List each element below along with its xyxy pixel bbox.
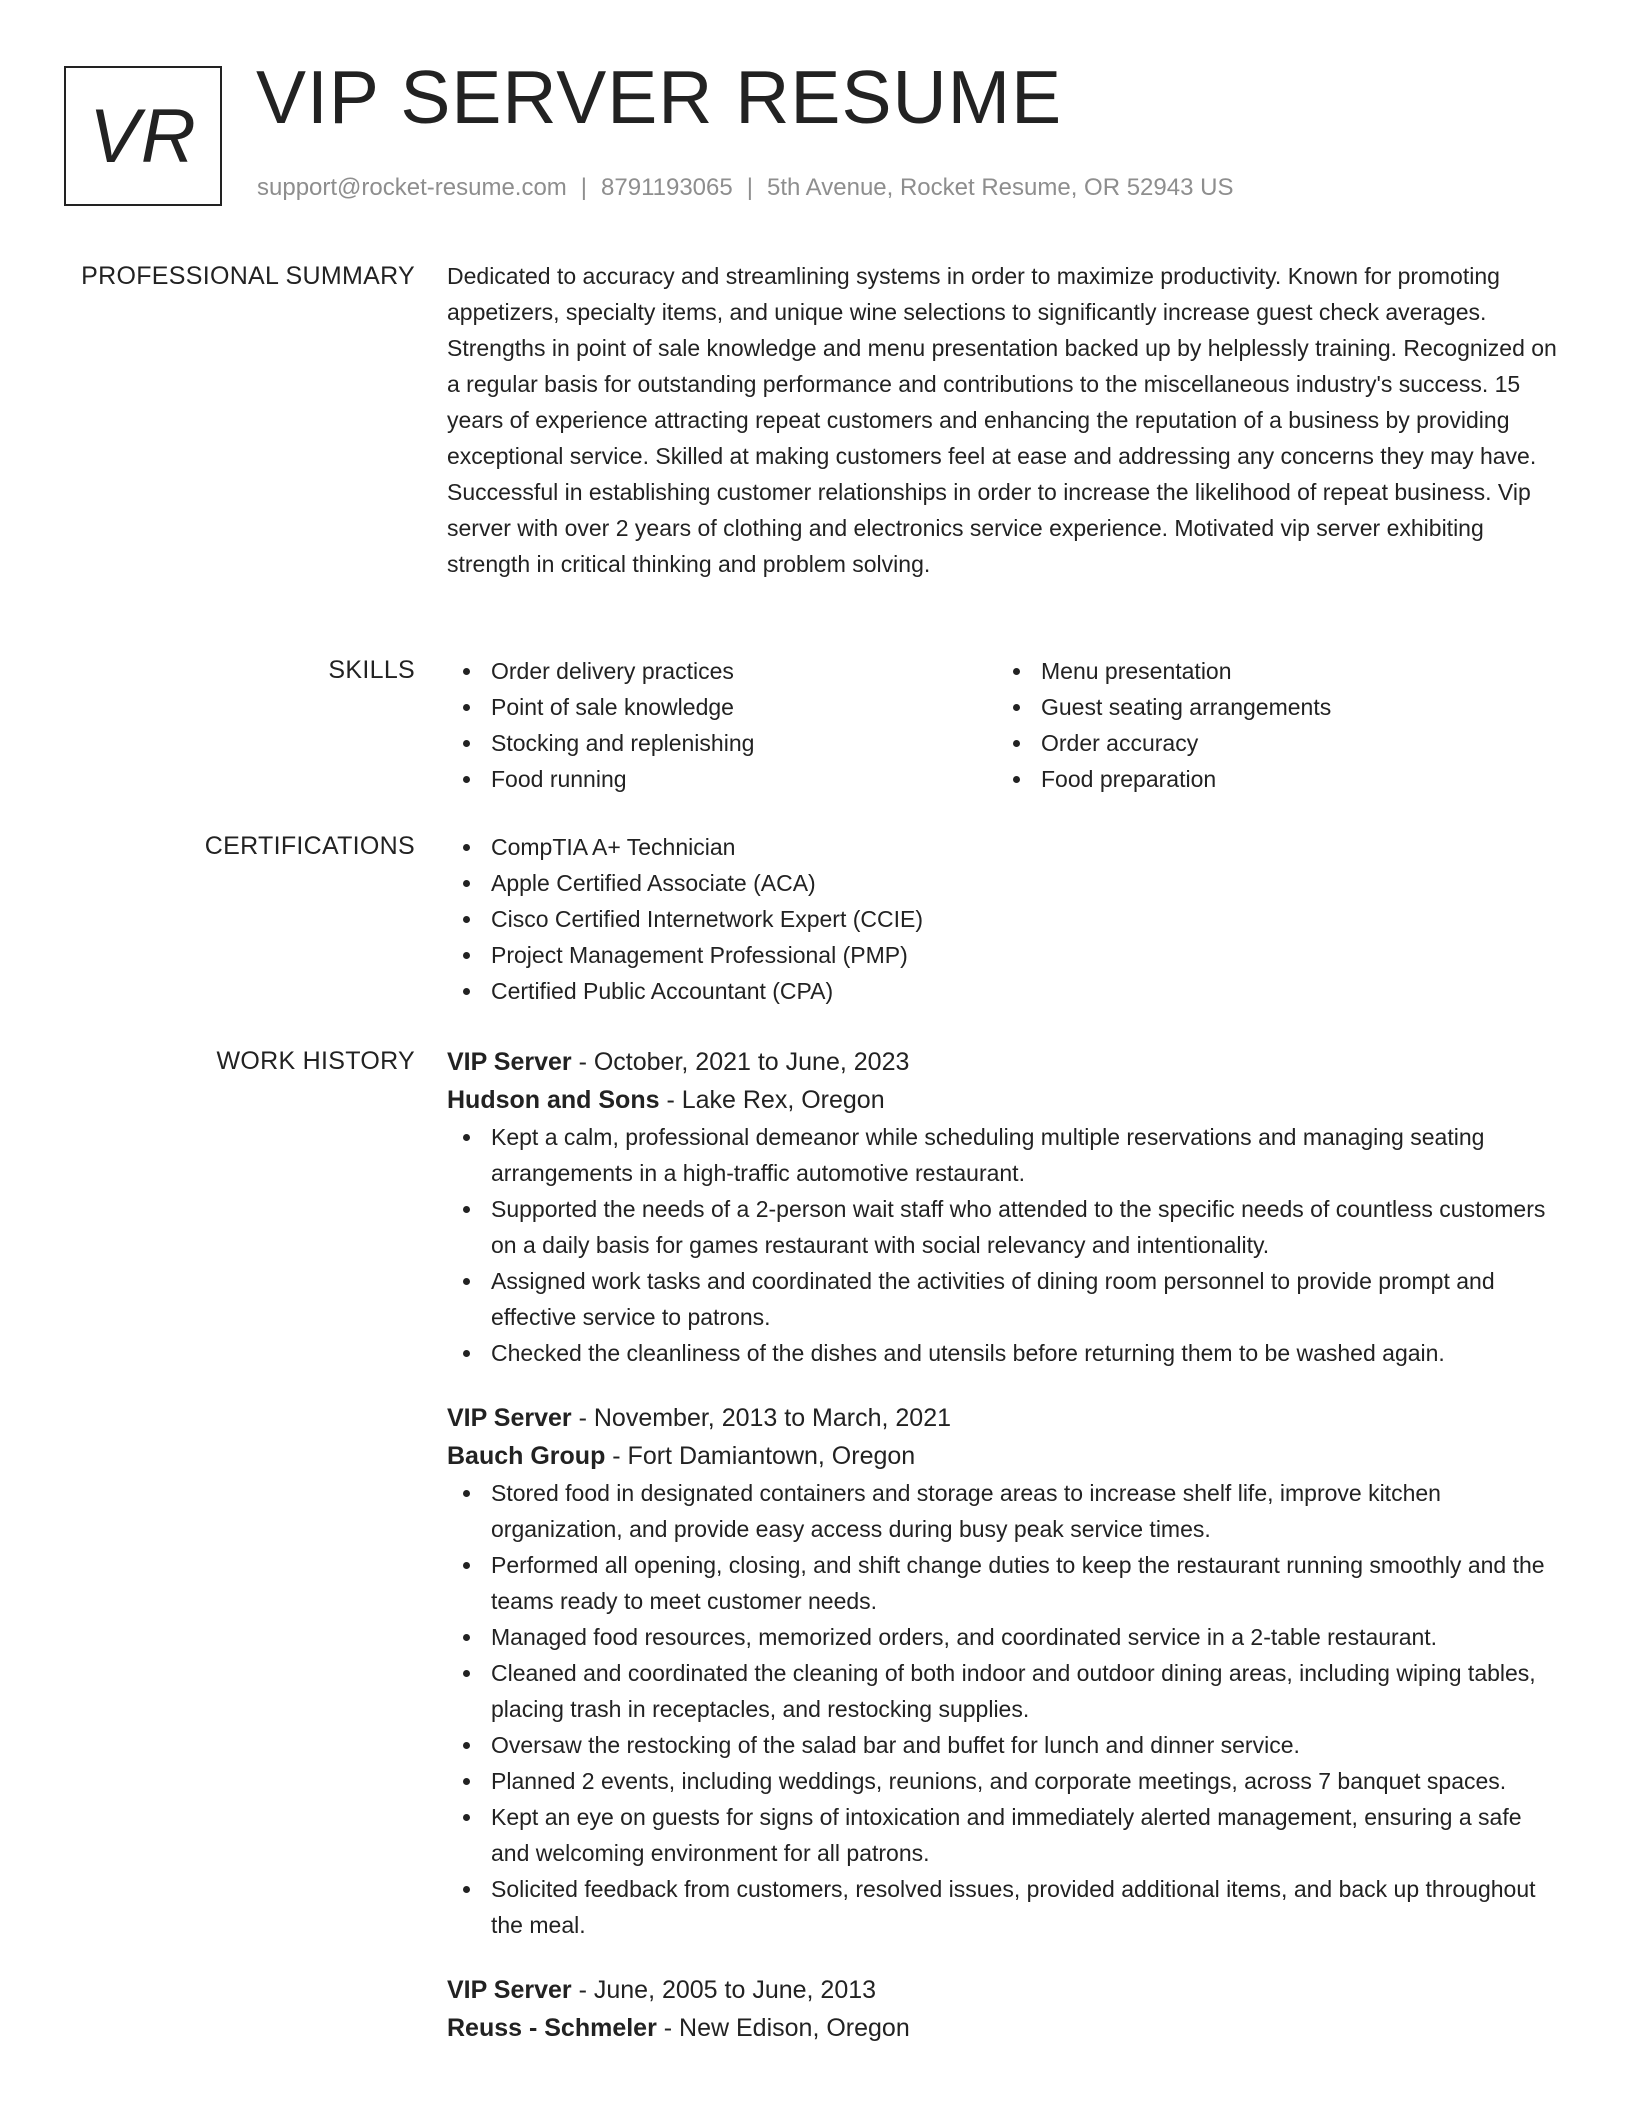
job-title: VIP Server: [447, 1048, 572, 1076]
monogram-initials: VR: [89, 93, 197, 179]
list-item: Cisco Certified Internetwork Expert (CCIE): [447, 901, 1562, 937]
job-entry: [447, 1399, 1562, 1943]
job-company-line: [447, 2009, 1562, 2047]
work-history-section: [447, 1043, 1562, 2075]
certifications-section: [447, 829, 1562, 1009]
job-company: Reuss - Schmeler: [447, 2014, 657, 2042]
list-item: Stocking and replenishing: [447, 725, 997, 761]
certifications-list: [447, 829, 1562, 1009]
job-dates: - June, 2005 to June, 2013: [571, 1976, 877, 2004]
job-company: Bauch Group: [447, 1442, 606, 1470]
job-company-line: [447, 1081, 1562, 1119]
skills-list-right: [997, 653, 1547, 797]
skills-list-left: [447, 653, 997, 797]
list-item: Point of sale knowledge: [447, 689, 997, 725]
contact-email[interactable]: support@rocket-resume.com: [257, 174, 567, 201]
list-item: Apple Certified Associate (ACA): [447, 865, 1562, 901]
monogram-box: [64, 66, 222, 206]
list-item: Performed all opening, closing, and shift change duties to keep the restaurant running smoothly and the teams ready to meet customer needs.: [447, 1547, 1562, 1619]
job-company-line: [447, 1437, 1562, 1475]
job-title: VIP Server: [447, 1404, 572, 1432]
job-title-line: [447, 1043, 1562, 1081]
contact-phone[interactable]: 8791193065: [601, 174, 733, 201]
list-item: Kept an eye on guests for signs of intoxication and immediately alerted management, ensuring a safe and welcoming environment for all patrons.: [447, 1799, 1562, 1871]
resume-title: VIP SERVER RESUME: [256, 55, 1063, 139]
skills-section: [447, 653, 1562, 797]
list-item: Oversaw the restocking of the salad bar and buffet for lunch and dinner service.: [447, 1727, 1562, 1763]
job-location: - New Edison, Oregon: [656, 2014, 910, 2042]
list-item: Food preparation: [997, 761, 1547, 797]
list-item: Certified Public Accountant (CPA): [447, 973, 1562, 1009]
list-item: Assigned work tasks and coordinated the activities of dining room personnel to provide prompt and effective service to patrons.: [447, 1263, 1562, 1335]
section-label-summary: PROFESSIONAL SUMMARY: [81, 262, 415, 290]
list-item: Kept a calm, professional demeanor while scheduling multiple reservations and managing seating arrangements in a high-traffic automotive restaurant.: [447, 1119, 1562, 1191]
list-item: Cleaned and coordinated the cleaning of both indoor and outdoor dining areas, including wiping tables, placing trash in receptacles, and restocking supplies.: [447, 1655, 1562, 1727]
list-item: Project Management Professional (PMP): [447, 937, 1562, 973]
contact-address: 5th Avenue, Rocket Resume, OR 52943 US: [766, 174, 1234, 201]
summary-text: Dedicated to accuracy and streamlining systems in order to maximize productivity. Known for promoting appetizers, specialty items, and unique wine selections to significantly increase guest check averages. Strengths in point of sale knowledge and menu presentation backed up by helplessly training. Recognized on a regular basis for outstanding performance and contributions to the miscellaneous industry's success. 15 years of experience attracting repeat customers and enhancing the reputation of a business by providing exceptional service. Skilled at making customers feel at ease and addressing any concerns they may have. Successful in establishing customer relationships in order to increase the likelihood of repeat business. Vip server with over 2 years of clothing and electronics service experience. Motivated vip server exhibiting strength in critical thinking and problem solving.: [447, 263, 1557, 577]
job-location: - Lake Rex, Oregon: [659, 1086, 885, 1114]
list-item: Menu presentation: [997, 653, 1547, 689]
list-item: Stored food in designated containers and storage areas to increase shelf life, improve kitchen organization, and provide easy access during busy peak service times.: [447, 1475, 1562, 1547]
job-dates: - October, 2021 to June, 2023: [571, 1048, 910, 1076]
list-item: Food running: [447, 761, 997, 797]
section-label-work-history: WORK HISTORY: [216, 1047, 415, 1075]
contact-separator: |: [580, 174, 588, 201]
job-entry: [447, 1971, 1562, 2047]
list-item: Managed food resources, memorized orders, and coordinated service in a 2-table restaurant.: [447, 1619, 1562, 1655]
job-duties-list: [447, 1119, 1562, 1371]
section-label-skills: SKILLS: [328, 656, 415, 684]
list-item: Order delivery practices: [447, 653, 997, 689]
job-dates: - November, 2013 to March, 2021: [571, 1404, 952, 1432]
job-title-line: [447, 1399, 1562, 1437]
list-item: Solicited feedback from customers, resolved issues, provided additional items, and back up throughout the meal.: [447, 1871, 1562, 1943]
list-item: Checked the cleanliness of the dishes and utensils before returning them to be washed again.: [447, 1335, 1562, 1371]
job-duties-list: [447, 1475, 1562, 1943]
job-title-line: [447, 1971, 1562, 2009]
contact-line: [257, 174, 1233, 202]
list-item: Guest seating arrangements: [997, 689, 1547, 725]
list-item: CompTIA A+ Technician: [447, 829, 1562, 865]
job-entry: [447, 1043, 1562, 1371]
list-item: Planned 2 events, including weddings, reunions, and corporate meetings, across 7 banquet spaces.: [447, 1763, 1562, 1799]
summary-section: [447, 258, 1562, 582]
job-location: - Fort Damiantown, Oregon: [605, 1442, 916, 1470]
section-label-certifications: CERTIFICATIONS: [204, 832, 415, 860]
job-title: VIP Server: [447, 1976, 572, 2004]
contact-separator: |: [746, 174, 753, 201]
list-item: Order accuracy: [997, 725, 1547, 761]
list-item: Supported the needs of a 2-person wait staff who attended to the specific needs of countless customers on a daily basis for games restaurant with social relevancy and intentionality.: [447, 1191, 1562, 1263]
job-company: Hudson and Sons: [447, 1086, 660, 1114]
